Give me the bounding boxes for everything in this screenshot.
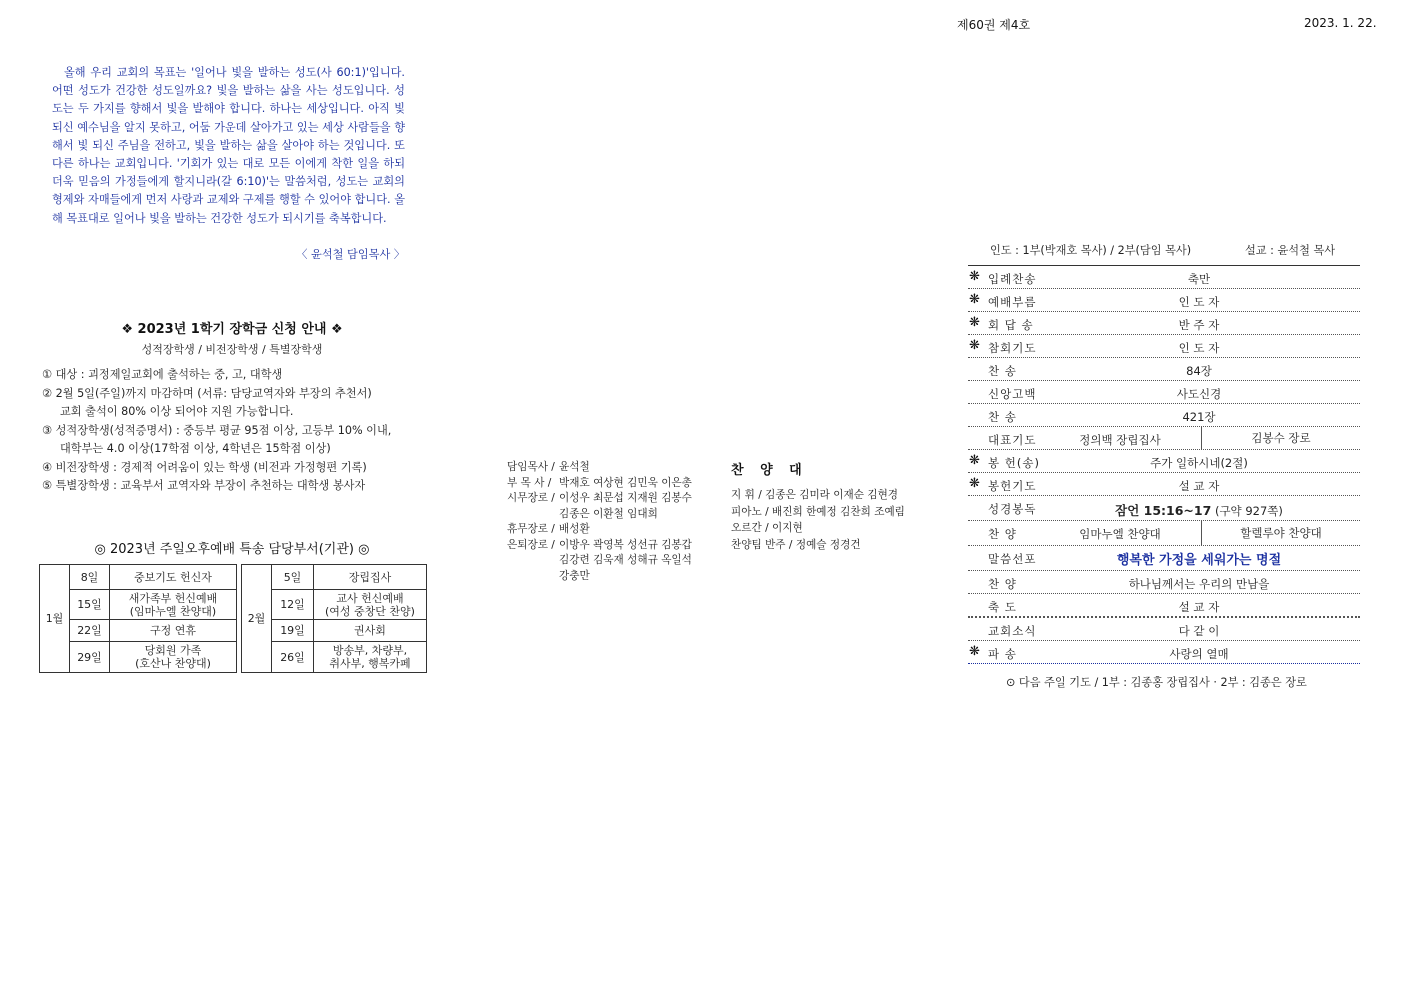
- order-label: 예배부름: [988, 295, 1037, 309]
- order-row: [968, 312, 1360, 335]
- staff-names: 박재호 여상현 김민욱 이은총: [559, 476, 692, 489]
- scholarship-subtitle: 성적장학생 / 비전장학생 / 특별장학생: [141, 343, 323, 356]
- day-cell: 26일: [272, 642, 314, 673]
- order-row: [968, 335, 1360, 358]
- staff-row: [507, 476, 709, 492]
- order-value: 임마누엘 찬양대: [1079, 527, 1161, 541]
- order-value-secondary: 김봉수 장로: [1201, 427, 1360, 449]
- day-cell: 29일: [70, 642, 110, 673]
- staff-row: [507, 491, 709, 522]
- day-cell: 22일: [70, 620, 110, 642]
- month-cell: 1월: [40, 565, 70, 673]
- scripture-page: (구약 927쪽): [1214, 504, 1283, 518]
- scholarship-line: ② 2월 5일(주일)까지 마감하며 (서류: 담당교역자와 부장의 추천서): [42, 386, 372, 400]
- staff-role: 휴무장로 /: [507, 523, 555, 535]
- order-row: [968, 473, 1360, 496]
- order-label: 참회기도: [988, 341, 1037, 355]
- dept-cell: 새가족부 헌신예배 (임마누엘 찬양대): [110, 590, 237, 620]
- order-label: 회 답 송: [988, 318, 1034, 332]
- departments-table: [39, 564, 427, 673]
- scholarship-line: 교회 출석이 80% 이상 되어야 지원 가능합니다.: [60, 405, 294, 418]
- order-value: 하나님께서는 우리의 만남을: [1128, 577, 1270, 591]
- pastor-signature: 〈 윤석철 담임목사 〉: [296, 248, 405, 261]
- month-cell: 2월: [242, 565, 272, 673]
- order-label: 신앙고백: [988, 387, 1037, 401]
- staff-names: 이성우 최문섭 지재원 김봉수 김종은 이환철 임대희: [559, 492, 692, 520]
- order-value: [1038, 501, 1360, 519]
- staff-names: 배성환: [559, 523, 590, 535]
- order-label: 교회소식: [988, 624, 1037, 638]
- order-label: 대표기도: [988, 433, 1037, 447]
- scholarship-list: [42, 366, 442, 496]
- order-label: 찬 양: [988, 527, 1017, 541]
- pastor-message: 올해 우리 교회의 목표는 '일어나 빛을 발하는 성도(사 60:1)'입니다. 어떤 성도가 건강한 성도일까요? 빛을 발하는 삶을 사는 성도입니다. 성도는 두 가지를 향해서 빛을 발해야 합니다. 하나는 세상입니다. 아직 빛 되신 예수님을 알지 못하고, 어둠 가운데 살아가고 있는 세상 사람들을 향해서 빛 되신 주님을 전하고, 빛을 발하는 삶을 살아야 하는 것입니다. 또 다른 하나는 교회입니다. '기회가 있는 대로 모든 이에게 착한 일을 하되 더욱 믿음의 가정들에게 할지니라(갈 6:10)'는 말씀처럼, 성도는 교회의 형제와 자매들에게 먼저 사랑과 교제와 구제를 행할 수 있어야 합니다. 올해 목표대로 일어나 빛을 발하는 건강한 성도가 되시기를 축복합니다.: [52, 66, 405, 225]
- staff-role: 담임목사 /: [507, 461, 555, 473]
- stand-mark-icon: ❋: [969, 338, 980, 353]
- order-value: 사랑의 열매: [1169, 647, 1229, 661]
- day-cell: 15일: [70, 590, 110, 620]
- departments-title: ◎ 2023년 주일오후예배 특송 담당부서(기관) ◎: [94, 542, 370, 557]
- order-label: 봉 헌(송): [988, 456, 1040, 470]
- choir-line: 오르간 / 이지현: [731, 522, 803, 534]
- staff-list: [507, 460, 709, 584]
- choir-line: 찬양팀 반주 / 정예슬 정경건: [731, 538, 861, 551]
- order-label: 축 도: [988, 600, 1017, 614]
- day-cell: 19일: [272, 620, 314, 642]
- scripture-reference: 잠언 15:16~17: [1115, 503, 1212, 518]
- dept-cell: 방송부, 차량부, 취사부, 행복카페: [314, 642, 427, 673]
- dept-cell: 중보기도 헌신자: [110, 565, 237, 590]
- order-row: [968, 496, 1360, 521]
- order-value: 인 도 자: [1178, 341, 1220, 355]
- order-row: [968, 404, 1360, 427]
- issue-date: 2023. 1. 22.: [1304, 16, 1377, 30]
- order-row: [968, 618, 1360, 641]
- order-row: [968, 571, 1360, 594]
- day-cell: 12일: [272, 590, 314, 620]
- order-value: 84장: [1186, 364, 1212, 378]
- order-label: 찬 양: [988, 577, 1017, 591]
- stand-mark-icon: ❋: [969, 453, 980, 468]
- choir-line: 지 휘 / 김종은 김미라 이재순 김현경: [731, 489, 899, 501]
- stand-mark-icon: ❋: [969, 644, 980, 659]
- order-row: [968, 381, 1360, 404]
- stand-mark-icon: ❋: [969, 315, 980, 330]
- order-row: [968, 546, 1360, 571]
- order-label: 입례찬송: [988, 272, 1037, 286]
- stand-mark-icon: ❋: [969, 269, 980, 284]
- order-label: 봉헌기도: [988, 479, 1037, 493]
- order-value: 다 같 이: [1178, 624, 1220, 638]
- order-row: [968, 358, 1360, 381]
- scholarship-line: ③ 성적장학생(성적증명서) : 중등부 평균 95점 이상, 고등부 10% 이내,: [42, 423, 392, 437]
- order-row: [968, 289, 1360, 312]
- dept-cell: 교사 헌신예배 (여성 중창단 찬양): [314, 590, 427, 620]
- choir-line: 피아노 / 배진희 한예정 김찬희 조예림: [731, 505, 905, 518]
- stand-mark-icon: ❋: [969, 292, 980, 307]
- worship-leader: 인도 : 1부(박재호 목사) / 2부(담임 목사): [990, 244, 1192, 257]
- staff-role: 부 목 사 /: [507, 476, 552, 489]
- order-value: 설 교 자: [1178, 479, 1220, 493]
- choir-list: [731, 487, 905, 553]
- order-row: [968, 265, 1360, 289]
- scholarship-line: ① 대상 : 괴정제일교회에 출석하는 중, 고, 대학생: [42, 368, 283, 381]
- scholarship-line: 대학부는 4.0 이상(17학점 이상, 4학년은 15학점 이상): [60, 442, 331, 455]
- order-label: 파 송: [988, 647, 1017, 661]
- staff-role: 시무장로 /: [507, 492, 555, 504]
- order-value: 반 주 자: [1178, 318, 1220, 332]
- order-row: [968, 594, 1360, 618]
- staff-row: [507, 522, 709, 538]
- order-value-secondary: 할렐루야 찬양대: [1201, 521, 1360, 545]
- order-label: 말씀선포: [988, 552, 1037, 566]
- order-row: [968, 450, 1360, 473]
- staff-names: 이방우 곽영복 성선규 김봉갑 김강련 김욱재 성해규 옥일석 강충만: [559, 538, 692, 582]
- day-cell: 5일: [272, 565, 314, 590]
- sermon-preacher: 설교 : 윤석철 목사: [1245, 244, 1336, 257]
- order-value: 인 도 자: [1178, 295, 1220, 309]
- day-cell: 8일: [70, 565, 110, 590]
- order-value: 주가 일하시네(2절): [1150, 456, 1248, 470]
- scholarship-line: ⑤ 특별장학생 : 교육부서 교역자와 부장이 추천하는 대학생 봉사자: [42, 479, 366, 492]
- order-row: [968, 521, 1360, 546]
- order-value: 축만: [1187, 272, 1211, 286]
- order-value: 421장: [1182, 410, 1216, 424]
- order-row: [968, 427, 1360, 450]
- choir-title: 찬 양 대: [731, 463, 808, 478]
- dept-cell: 구정 연휴: [110, 620, 237, 642]
- order-value: 정의백 장립집사: [1079, 433, 1161, 447]
- order-value: 사도신경: [1176, 387, 1222, 401]
- order-row: [968, 641, 1360, 664]
- order-label: 성경봉독: [988, 502, 1037, 516]
- next-week-prayer: ⊙ 다음 주일 기도 / 1부 : 김종홍 장립집사 · 2부 : 김종은 장로: [1006, 676, 1307, 689]
- staff-row: [507, 460, 709, 476]
- sermon-title: 행복한 가정을 세워가는 명절: [1116, 553, 1282, 568]
- dept-cell: 당회원 가족 (호산나 찬양대): [110, 642, 237, 673]
- dept-cell: 장립집사: [314, 565, 427, 590]
- order-value: 설 교 자: [1178, 600, 1220, 614]
- order-label: 찬 송: [988, 410, 1017, 424]
- order-label: 찬 송: [988, 364, 1017, 378]
- scholarship-title: ❖ 2023년 1학기 장학금 신청 안내 ❖: [121, 322, 343, 337]
- stand-mark-icon: ❋: [969, 476, 980, 491]
- order-of-worship: [968, 265, 1360, 664]
- scholarship-line: ④ 비전장학생 : 경제적 어려움이 있는 학생 (비전과 가정형편 기록): [42, 460, 367, 474]
- staff-row: [507, 538, 709, 585]
- issue-number: 제60권 제4호: [957, 18, 1031, 32]
- staff-names: 윤석철: [559, 461, 590, 473]
- staff-role: 은퇴장로 /: [507, 538, 555, 551]
- dept-cell: 권사회: [314, 620, 427, 642]
